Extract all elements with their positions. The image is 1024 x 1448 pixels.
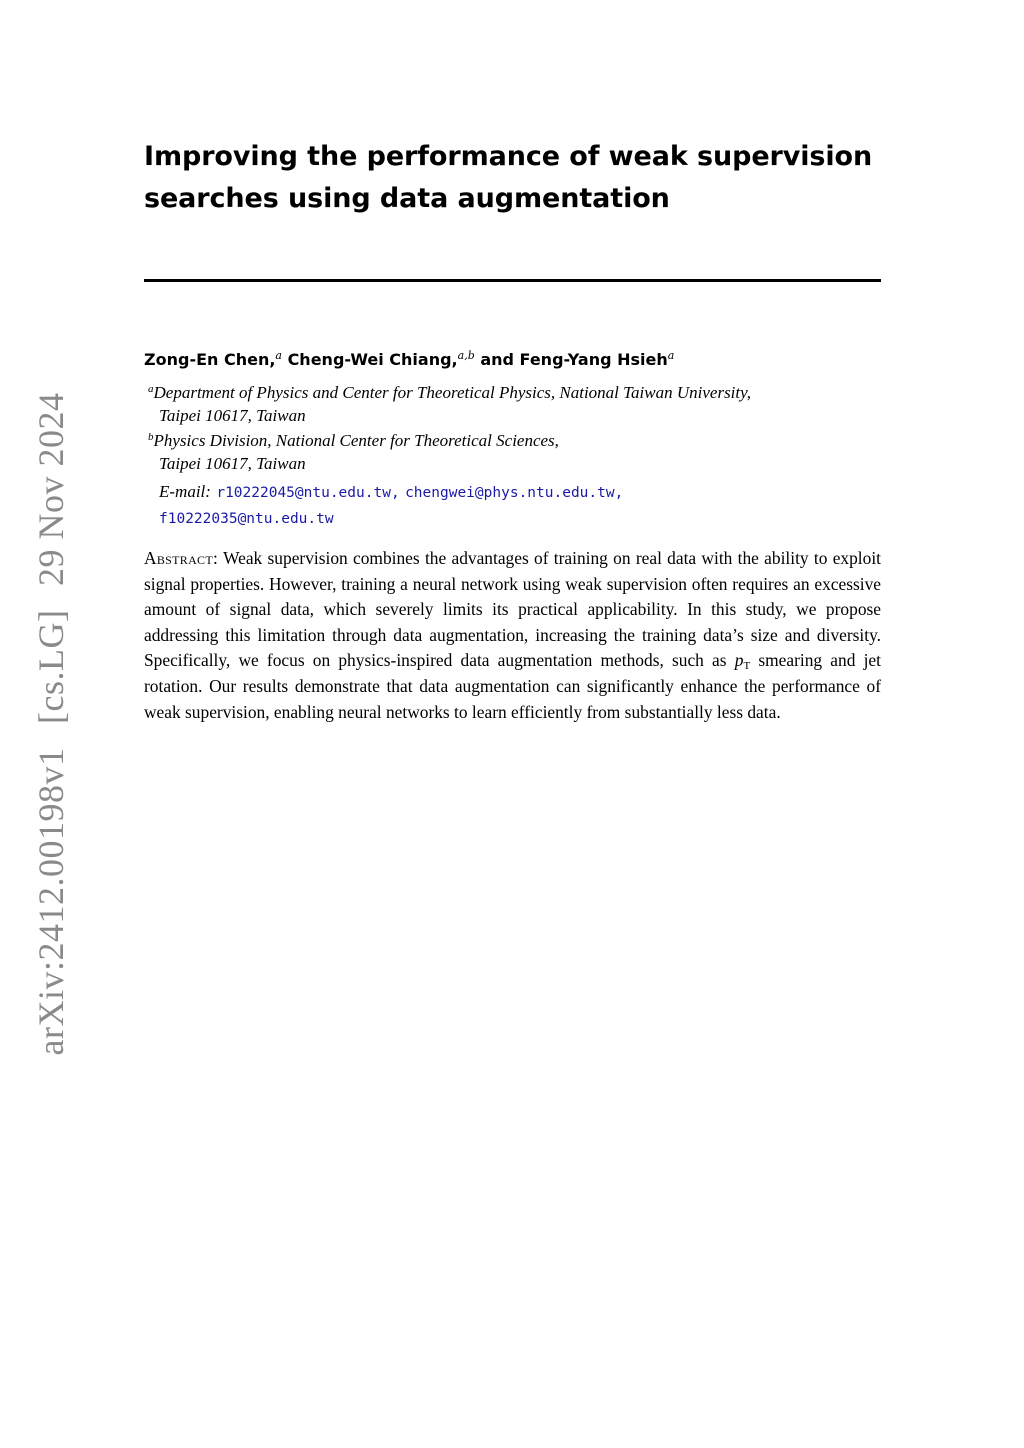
affiliation-line: Taipei 10617, Taiwan: [159, 406, 306, 425]
email-block: [159, 479, 623, 532]
author-affiliation-mark: a: [275, 349, 282, 362]
abstract-label: Abstract:: [144, 548, 219, 568]
author-name: and Feng-Yang Hsieh: [480, 350, 668, 369]
author-affiliation-mark: a,b: [457, 349, 475, 362]
paper-title: Improving the performance of weak supervision searches using data augmentation: [144, 141, 873, 214]
arxiv-date: 29 Nov 2024: [31, 392, 71, 587]
affiliation-line: Department of Physics and Center for Theoretical Physics, National Taiwan University,: [153, 383, 751, 402]
email-link[interactable]: chengwei@phys.ntu.edu.tw,: [405, 485, 624, 501]
email-link[interactable]: r10222045@ntu.edu.tw,: [216, 485, 400, 501]
abstract-text: smearing and jet rotation. Our results demonstrate that data augmentation can significantly enhance the performance of weak supervision, enabling neural networks to learn efficiently from substantially less data.: [144, 650, 881, 722]
math-subscript: T: [743, 660, 751, 673]
email-link[interactable]: f10222035@ntu.edu.tw: [159, 511, 334, 527]
affiliation-line: Physics Division, National Center for Theoretical Sciences,: [153, 431, 559, 450]
author-list: [144, 348, 674, 372]
math-pt: [734, 650, 751, 673]
author-name: Cheng-Wei Chiang,: [287, 350, 458, 369]
arxiv-id: arXiv:2412.00198v1: [31, 747, 71, 1056]
arxiv-identifier-stamp: [27, 0, 127, 1448]
abstract: [144, 546, 881, 725]
affiliation-mark: b: [148, 431, 154, 443]
abstract-text: Weak supervision combines the advantages of training on real data with the ability to exploit signal properties. However, training a neural network using weak supervision often requires an excessive amount of signal data, which severely limits its practical applicability. In this study, we propose addressing this limitation through data augmentation, increasing the training data’s size and diversity. Specifically, we focus on physics-inspired data augmentation methods, such as: [144, 548, 881, 671]
affiliation-line: Taipei 10617, Taiwan: [159, 454, 306, 473]
author-name: Zong-En Chen,: [144, 350, 276, 369]
affiliation-b: [148, 429, 559, 475]
affiliation-mark: a: [148, 383, 154, 395]
author-affiliation-mark: a: [667, 349, 675, 362]
math-symbol: p: [734, 650, 744, 671]
affiliation-a: [148, 381, 751, 427]
email-label: E-mail:: [159, 482, 211, 501]
arxiv-category: [cs.LG]: [31, 609, 71, 724]
title-divider: [144, 279, 881, 282]
